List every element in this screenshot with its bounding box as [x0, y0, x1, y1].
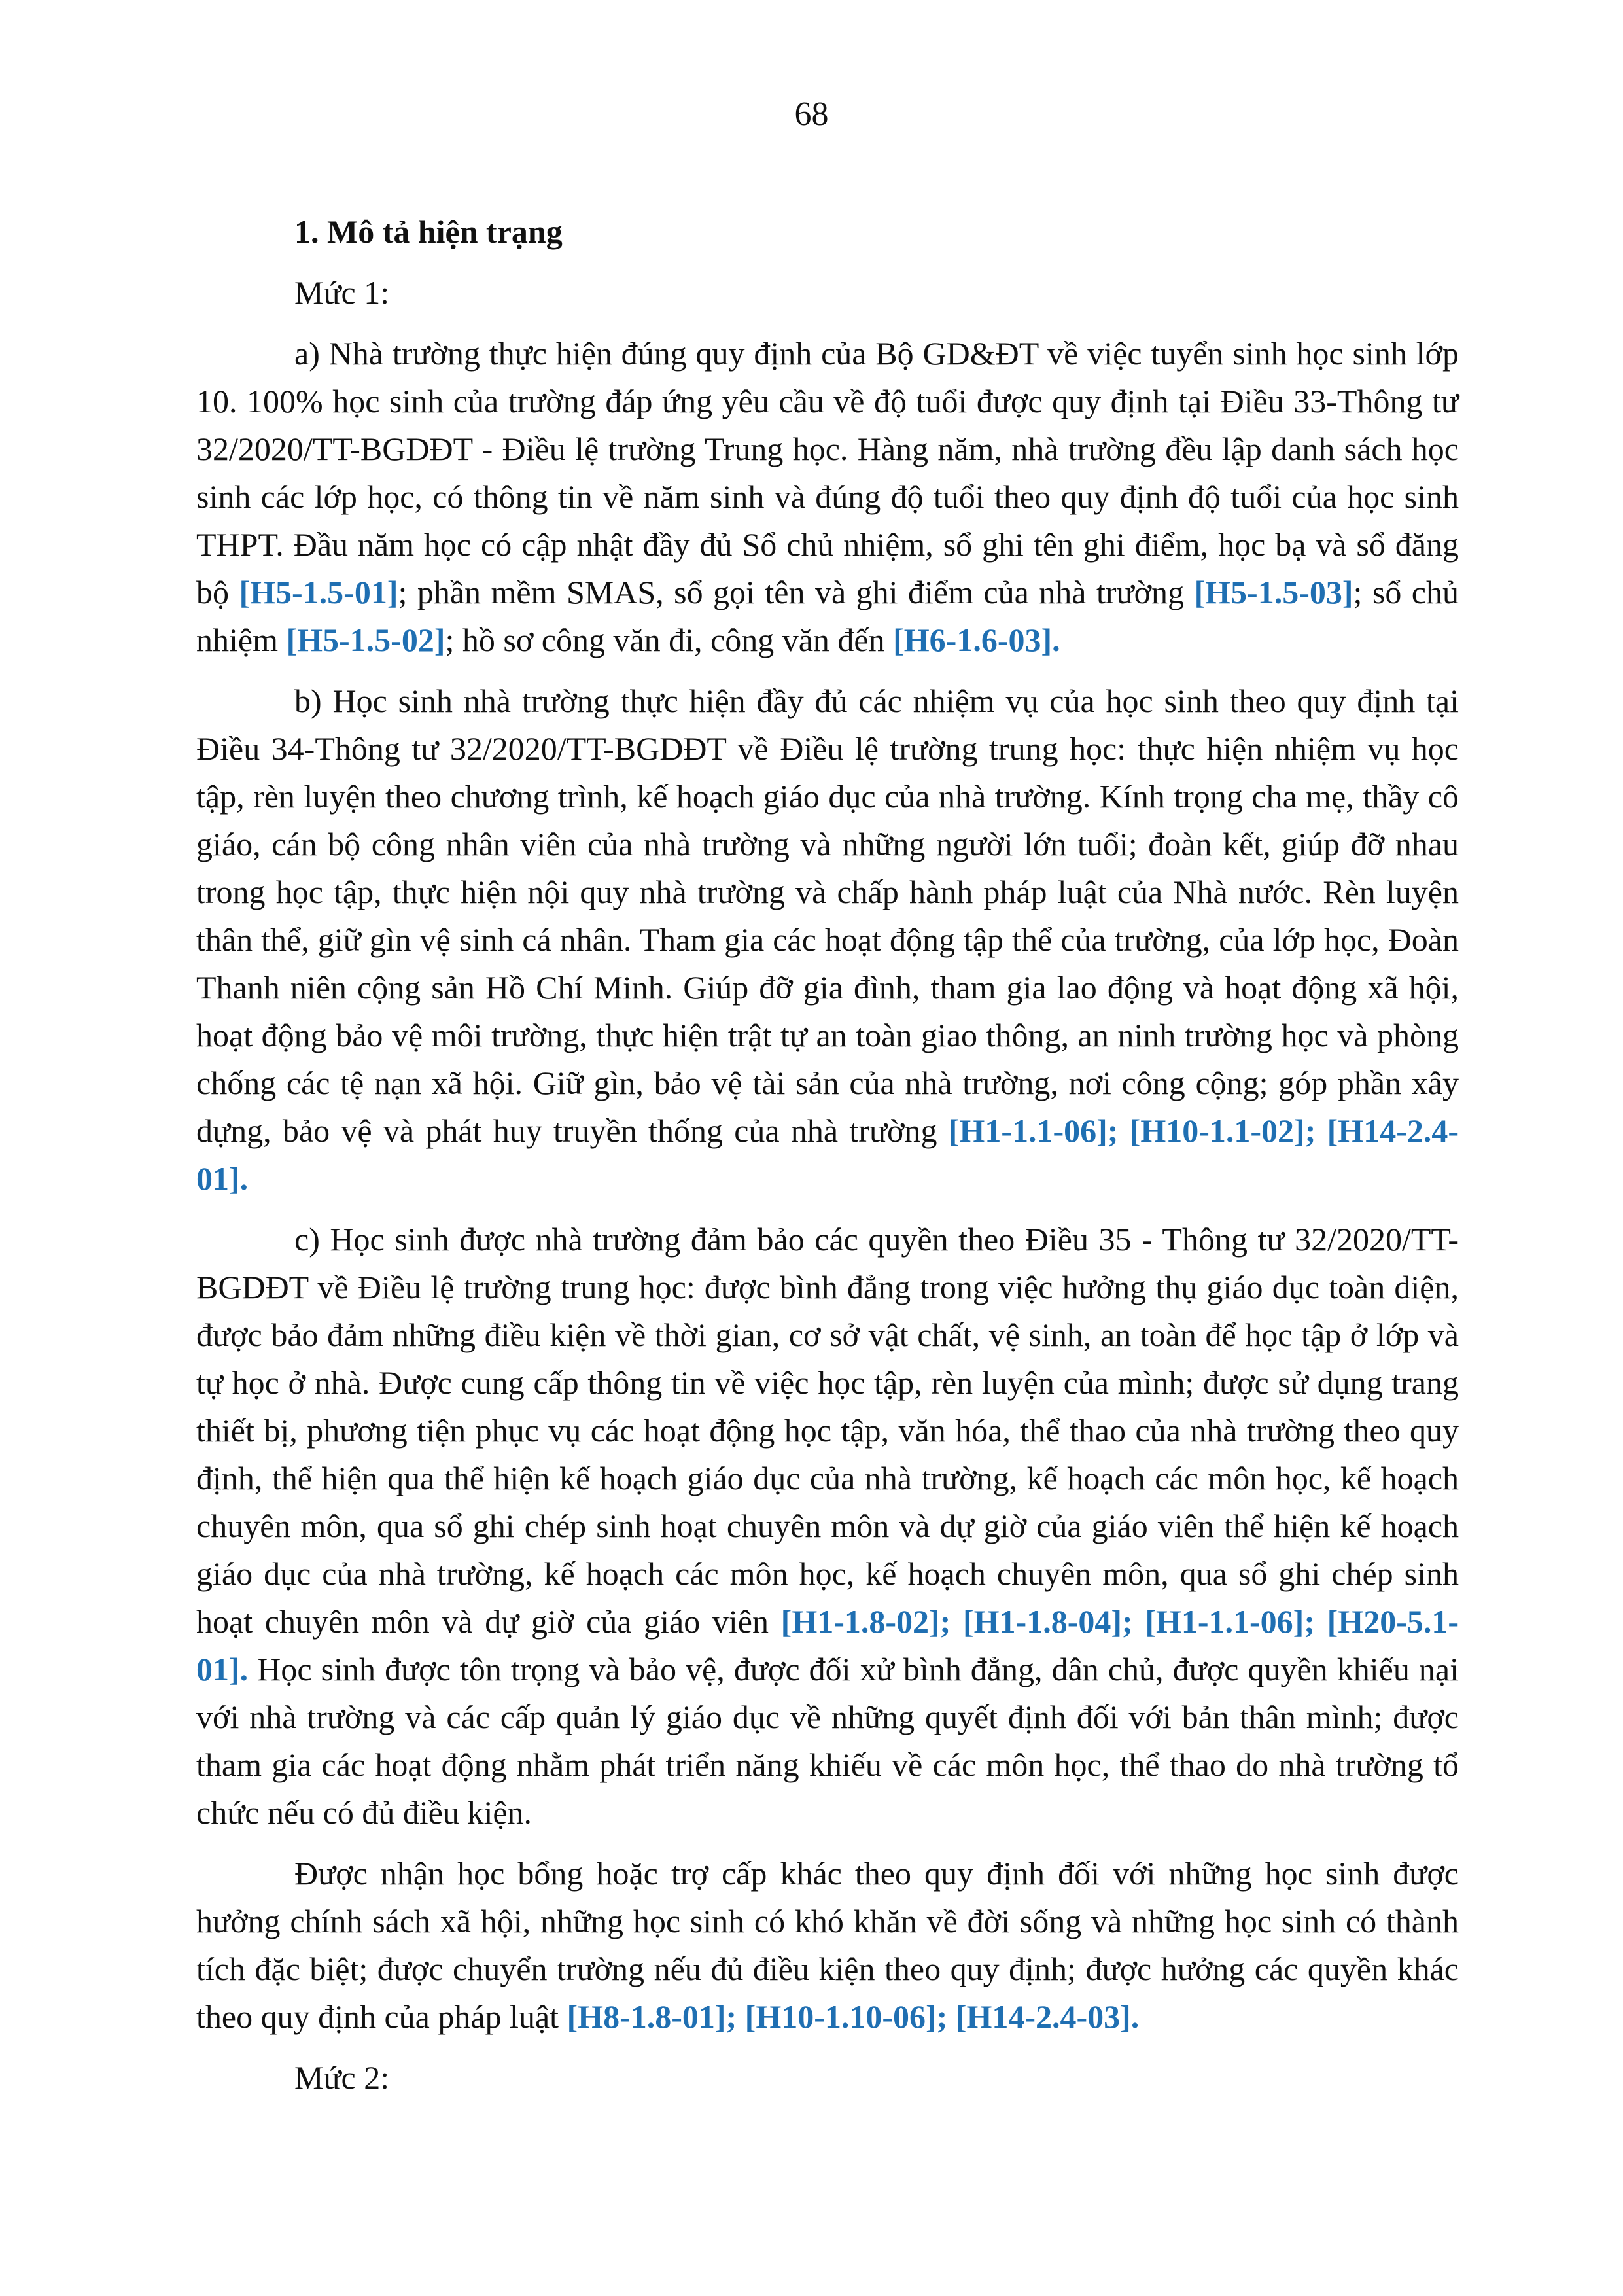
paragraph-c [196, 1216, 1459, 1837]
level-2-label: Mức 2: [294, 2059, 390, 2096]
evidence-ref: [H5-1.5-01] [239, 574, 398, 610]
evidence-ref: [H6-1.6-03]. [893, 622, 1060, 658]
level-1-label: Mức 1: [294, 274, 390, 311]
evidence-ref: [H8-1.8-01]; [H10-1.10-06]; [H14-2.4-03]. [567, 1998, 1140, 2035]
paragraph-a [196, 330, 1459, 664]
evidence-ref: [H5-1.5-03] [1194, 574, 1353, 610]
paragraph-scholarship [196, 1850, 1459, 2041]
paragraph-text: a) Nhà trường thực hiện đúng quy định của Bộ GD&ĐT về việc tuyển sinh học sinh lớp 10. 100% học sinh của trường đáp ứng yêu cầu về độ tuổi được quy định tại Điều 33-Thông tư 32/2020/TT-BGDĐT - Điều lệ trường Trung học. Hàng năm, nhà trường đều lập danh sách học sinh các lớp học, có thông tin về năm sinh và đúng độ tuổi theo quy định độ tuổi của học sinh THPT. Đầu năm học có cập nhật đầy đủ Sổ chủ nhiệm, sổ ghi tên ghi điểm, học bạ và sổ đăng bộ [196, 335, 1459, 610]
paragraph-text: ; phần mềm SMAS, sổ gọi tên và ghi điểm của nhà trường [398, 574, 1195, 610]
section-heading: 1. Mô tả hiện trạng [294, 213, 563, 250]
page-number: 68 [794, 96, 829, 133]
paragraph-text: ; hồ sơ công văn đi, công văn đến [445, 622, 894, 658]
paragraph-text: Được nhận học bổng hoặc trợ cấp khác theo quy định đối với những học sinh được hưởng chính sách xã hội, những học sinh có khó khăn về đời sống và những học sinh có thành tích đặc biệt; được chuyển trường nếu đủ điều kiện theo quy định; được hưởng các quyền khác theo quy định của pháp luật [196, 1855, 1459, 2035]
paragraph-text: Học sinh được tôn trọng và bảo vệ, được đối xử bình đẳng, dân chủ, được quyền khiếu nại với nhà trường và các cấp quản lý giáo dục về những quyết định đối với bản thân mình; được tham gia các hoạt động nhằm phát triển năng khiếu về các môn học, thể thao do nhà trường tổ chức nếu có đủ điều kiện. [196, 1651, 1459, 1831]
paragraph-text: ; sổ chủ nhiệm [196, 574, 1459, 658]
paragraph-text: c) Học sinh được nhà trường đảm bảo các quyền theo Điều 35 - Thông tư 32/2020/TT-BGDĐT về Điều lệ trường trung học: được bình đẳng trong việc hưởng thụ giáo dục toàn diện, được bảo đảm những điều kiện về thời gian, cơ sở vật chất, vệ sinh, an toàn để học tập ở lớp và tự học ở nhà. Được cung cấp thông tin về việc học tập, rèn luyện của mình; được sử dụng trang thiết bị, phương tiện phục vụ các hoạt động học tập, văn hóa, thể thao của nhà trường theo quy định, thể hiện qua thể hiện kế hoạch giáo dục của nhà trường, kế hoạch các môn học, kế hoạch chuyên môn, qua sổ ghi chép sinh hoạt chuyên môn và dự giờ của giáo viên thể hiện kế hoạch giáo dục của nhà trường, kế hoạch các môn học, kế hoạch chuyên môn, qua sổ ghi chép sinh hoạt chuyên môn và dự giờ của giáo viên [196, 1221, 1459, 1640]
paragraph-b [196, 677, 1459, 1203]
evidence-ref: [H1-1.8-02]; [H1-1.8-04]; [H1-1.1-06]; [H20-5.1-01]. [196, 1603, 1459, 1687]
document-body [196, 208, 1459, 2115]
evidence-ref: [H1-1.1-06]; [H10-1.1-02]; [H14-2.4-01]. [196, 1112, 1459, 1197]
paragraph-text: b) Học sinh nhà trường thực hiện đầy đủ các nhiệm vụ của học sinh theo quy định tại Điều 34-Thông tư 32/2020/TT-BGDĐT về Điều lệ trường trung học: thực hiện nhiệm vụ học tập, rèn luyện theo chương trình, kế hoạch giáo dục của nhà trường. Kính trọng cha mẹ, thầy cô giáo, cán bộ công nhân viên của nhà trường và những người lớn tuổi; đoàn kết, giúp đỡ nhau trong học tập, thực hiện nội quy nhà trường và chấp hành pháp luật của Nhà nước. Rèn luyện thân thể, giữ gìn vệ sinh cá nhân. Tham gia các hoạt động tập thể của trường, của lớp học, Đoàn Thanh niên cộng sản Hồ Chí Minh. Giúp đỡ gia đình, tham gia lao động và hoạt động xã hội, hoạt động bảo vệ môi trường, thực hiện trật tự an toàn giao thông, an ninh trường học và phòng chống các tệ nạn xã hội. Giữ gìn, bảo vệ tài sản của nhà trường, nơi công cộng; góp phần xây dựng, bảo vệ và phát huy truyền thống của nhà trường [196, 682, 1459, 1149]
evidence-ref: [H5-1.5-02] [286, 622, 445, 658]
